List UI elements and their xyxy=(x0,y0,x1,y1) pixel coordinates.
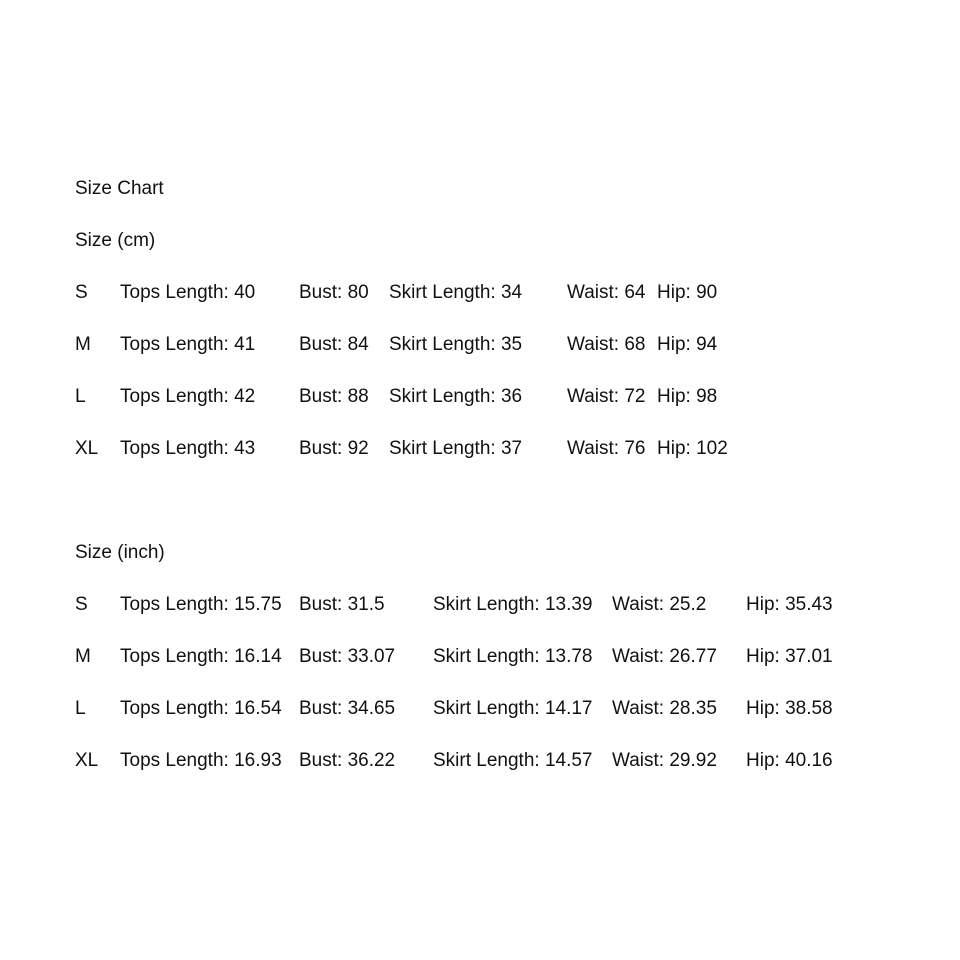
size-label: M xyxy=(75,646,91,667)
skirt-length-value: Skirt Length: 37 xyxy=(389,438,523,459)
tops-length-value: Tops Length: 41 xyxy=(120,334,256,355)
hip-value: Hip: 40.16 xyxy=(746,750,833,771)
table-row xyxy=(0,698,960,720)
bust-value: Bust: 33.07 xyxy=(299,646,396,667)
table-row xyxy=(0,594,960,616)
waist-value: Waist: 68 xyxy=(567,334,646,355)
page-title: Size Chart xyxy=(75,178,164,199)
waist-value: Waist: 72 xyxy=(567,386,646,407)
tops-length-value: Tops Length: 15.75 xyxy=(120,594,282,615)
table-row xyxy=(0,334,960,356)
bust-value: Bust: 34.65 xyxy=(299,698,396,719)
table-row xyxy=(0,646,960,668)
waist-value: Waist: 29.92 xyxy=(612,750,717,771)
tops-length-value: Tops Length: 43 xyxy=(120,438,256,459)
hip-value: Hip: 37.01 xyxy=(746,646,833,667)
inch-section-heading: Size (inch) xyxy=(75,542,165,563)
skirt-length-value: Skirt Length: 35 xyxy=(389,334,523,355)
hip-value: Hip: 94 xyxy=(657,334,718,355)
table-row xyxy=(0,438,960,460)
hip-value: Hip: 38.58 xyxy=(746,698,833,719)
table-row xyxy=(0,282,960,304)
hip-value: Hip: 102 xyxy=(657,438,728,459)
size-label: M xyxy=(75,334,91,355)
size-label: L xyxy=(75,698,86,719)
bust-value: Bust: 36.22 xyxy=(299,750,396,771)
size-label: S xyxy=(75,282,88,303)
size-label: S xyxy=(75,594,88,615)
table-row xyxy=(0,750,960,772)
bust-value: Bust: 92 xyxy=(299,438,369,459)
bust-value: Bust: 31.5 xyxy=(299,594,385,615)
skirt-length-value: Skirt Length: 13.39 xyxy=(433,594,593,615)
bust-value: Bust: 84 xyxy=(299,334,369,355)
waist-value: Waist: 28.35 xyxy=(612,698,717,719)
cm-section-heading: Size (cm) xyxy=(75,230,156,251)
bust-value: Bust: 80 xyxy=(299,282,369,303)
tops-length-value: Tops Length: 16.93 xyxy=(120,750,282,771)
size-label: XL xyxy=(75,750,99,771)
hip-value: Hip: 35.43 xyxy=(746,594,833,615)
skirt-length-value: Skirt Length: 36 xyxy=(389,386,523,407)
skirt-length-value: Skirt Length: 14.17 xyxy=(433,698,593,719)
skirt-length-value: Skirt Length: 13.78 xyxy=(433,646,593,667)
hip-value: Hip: 90 xyxy=(657,282,718,303)
waist-value: Waist: 64 xyxy=(567,282,646,303)
size-label: L xyxy=(75,386,86,407)
size-label: XL xyxy=(75,438,99,459)
bust-value: Bust: 88 xyxy=(299,386,369,407)
waist-value: Waist: 25.2 xyxy=(612,594,707,615)
tops-length-value: Tops Length: 16.14 xyxy=(120,646,282,667)
skirt-length-value: Skirt Length: 14.57 xyxy=(433,750,593,771)
skirt-length-value: Skirt Length: 34 xyxy=(389,282,523,303)
tops-length-value: Tops Length: 40 xyxy=(120,282,256,303)
tops-length-value: Tops Length: 16.54 xyxy=(120,698,282,719)
table-row xyxy=(0,386,960,408)
tops-length-value: Tops Length: 42 xyxy=(120,386,256,407)
hip-value: Hip: 98 xyxy=(657,386,718,407)
waist-value: Waist: 26.77 xyxy=(612,646,717,667)
waist-value: Waist: 76 xyxy=(567,438,646,459)
